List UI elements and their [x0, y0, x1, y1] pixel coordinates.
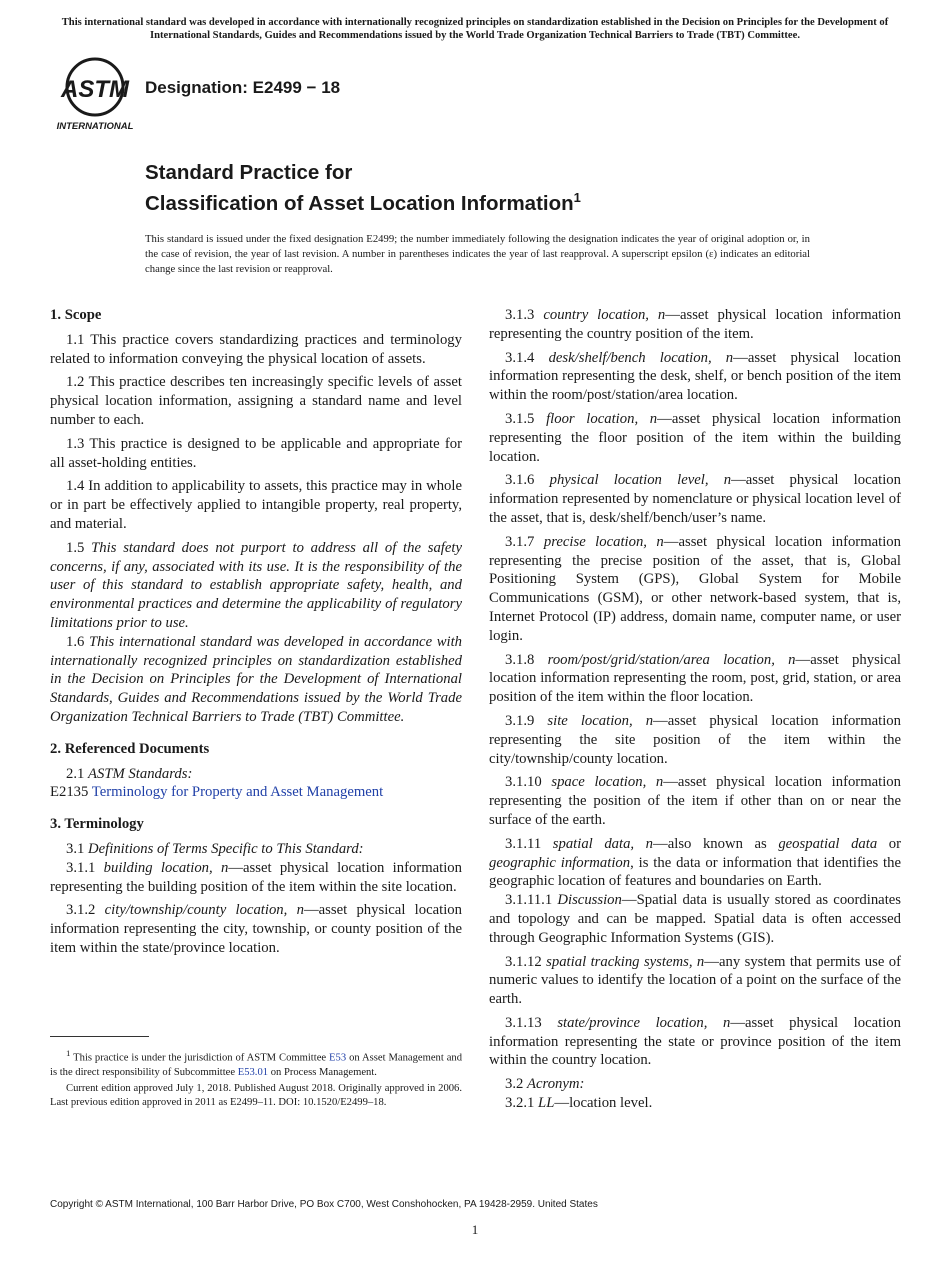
discussion-spatial-data: 3.1.11.1 Discussion—Spatial data is usually stored as coordinates and topology and can be mapped. Spatial data is often accessed through Geographic Information Systems (GIS). — [489, 892, 902, 946]
definition-physical-location-level: 3.1.6 physical location level, n—asset physical location information represented by nomenclature or physical location level of the asset, that is, desk/shelf/bench/user’s name. — [489, 472, 901, 526]
committee-link-e53[interactable]: E53 — [329, 1052, 347, 1064]
paragraph-3-1: 3.1 Definitions of Terms Specific to This Standard: — [66, 840, 364, 857]
section-heading-scope: 1. Scope — [50, 307, 102, 323]
definition-room-post-grid-station-area-location: 3.1.8 room/post/grid/station/area location, n—asset physical location information representing the room, post, grid, station, or area position of the item within the floor location. — [489, 651, 902, 706]
top-notice: This international standard was developed in accordance with internationally recognized principles on standardization established in the Decision on Principles for the Development of International Standards, Guides and Recommendations issued by the World Trade Organization Technical Barriers to Trade (TBT) Committee. — [61, 17, 889, 41]
definition-floor-location: 3.1.5 floor location, n—asset physical location information representing the floor position of the item within the building location. — [489, 410, 902, 465]
definition-precise-location: 3.1.7 precise location, n—asset physical location information representing the precise position of the asset, that is, Global Positioning System (GPS), Global System for Mobile Communications (GSM), or other network-based system, that is, Internet Protocol (IP) address, domain name, computer name, or user login. — [489, 533, 901, 644]
paragraph-2-1: 2.1 ASTM Standards: — [66, 765, 193, 782]
section-heading-terminology: 3. Terminology — [50, 816, 144, 833]
astm-logo-icon — [54, 55, 136, 133]
copyright-notice: Copyright © ASTM International, 100 Barr Harbor Drive, PO Box C700, West Conshohocken, PA 19428-2959. United States — [50, 1199, 598, 1210]
footnotes — [50, 1046, 462, 1112]
definition-country-location: 3.1.3 country location, n—asset physical location information representing the country position of the item. — [489, 307, 901, 342]
definition-space-location: 3.1.10 space location, n—asset physical location information representing the position of the item if other than on or near the surface of the earth. — [489, 774, 901, 828]
right-column — [489, 306, 901, 1118]
paragraph-1-4: 1.4 In addition to applicability to assets, this practice may in whole or in part be effectively applied to intangible property, real property, and material. — [50, 478, 462, 532]
subcommittee-link-e53-01[interactable]: E53.01 — [237, 1066, 269, 1078]
definition-desk-shelf-bench-location: 3.1.4 desk/shelf/bench location, n—asset physical location information representing the desk, shelf, or bench position of the item within the room/post/station/area location. — [489, 349, 901, 404]
title-line-1: Standard Practice for — [145, 161, 353, 184]
document-title — [145, 160, 581, 216]
reference-link-e2135[interactable]: Terminology for Property and Asset Management — [91, 784, 384, 801]
paragraph-1-3: 1.3 This practice is designed to be applicable and appropriate for all asset-holding entities. — [50, 435, 462, 471]
svg-text:ASTM: ASTM — [61, 76, 129, 103]
paragraph-1-6: 1.6 This international standard was developed in accordance with internationally recognized principles on standardization established in the Decision on Principles for the Development of International Standards, Guides and Recommendations issued by the World Trade Organization Technical Barriers to Trade (TBT) Committee. — [50, 633, 462, 725]
title-footnote-mark: 1 — [573, 190, 581, 205]
definition-ll: 3.2.1 LL—location level. — [505, 1095, 653, 1112]
paragraph-3-2: 3.2 Acronym: — [505, 1076, 585, 1093]
definition-spatial-tracking-systems: 3.1.12 spatial tracking systems, n—any system that permits use of numeric values to identify the location of a point on the surface of the earth. — [489, 953, 902, 1008]
reference-e2135: E2135 Terminology for Property and Asset Management — [50, 784, 384, 801]
footnote-edition: Current edition approved July 1, 2018. Published August 2018. Originally approved in 2006. Last previous edition approved in 2011 as E2499–11. DOI: 10.1520/E2499–18. — [50, 1082, 462, 1108]
definition-building-location: 3.1.1 building location, n—asset physical location information representing the building position of the item within the site location. — [50, 859, 462, 895]
footnote-1: $^1$ This practice is under the jurisdiction of ASTM Committee E53 on Asset Management and is the direct responsibility of Subcommittee E53.01 on Process Management. — [50, 1048, 462, 1078]
definition-city-township-county-location: 3.1.2 city/township/county location, n—asset physical location information representing the city, township, or county position of the item within the state/province location. — [50, 902, 462, 956]
paragraph-1-1: 1.1 This practice covers standardizing practices and terminology related to information conveying the physical location of assets. — [50, 331, 462, 367]
definition-site-location: 3.1.9 site location, n—asset physical location information representing the site position of the item within the city/township/county location. — [489, 712, 901, 767]
definition-spatial-data: 3.1.11 spatial data, n—also known as geospatial data or geographic information, is the data or information that identifies the geographic location of features and boundaries on Earth. — [489, 835, 902, 890]
paragraph-1-5: 1.5 This standard does not purport to address all of the safety concerns, if any, associated with its use. It is the responsibility of the user of this standard to establish appropriate safety, health, and environmental practices and determine the applicability of regulatory limitations prior to use. — [50, 539, 463, 631]
designation: Designation: E2499 − 18 — [145, 78, 341, 97]
paragraph-1-2: 1.2 This practice describes ten increasingly specific levels of asset physical location information, assigning a standard name and level number to each. — [50, 374, 462, 428]
footnote-divider — [50, 1036, 149, 1037]
left-column — [50, 306, 462, 963]
svg-text:INTERNATIONAL: INTERNATIONAL — [56, 121, 134, 132]
title-line-2: Classification of Asset Location Information$^1$ — [145, 190, 581, 215]
definition-state-province-location: 3.1.13 state/province location, n—asset physical location information representing the state or province position of the item within the country location. — [489, 1014, 901, 1069]
page-number: 1 — [471, 1222, 479, 1237]
issued-note: This standard is issued under the fixed designation E2499; the number immediately following the designation indicates the year of original adoption or, in the case of revision, the year of last revision. A number in parentheses indicates the year of last reapproval. A superscript epsilon (ε) indicates an editorial change since the last revision or reapproval. — [145, 233, 810, 275]
section-heading-referenced-documents: 2. Referenced Documents — [50, 740, 210, 757]
